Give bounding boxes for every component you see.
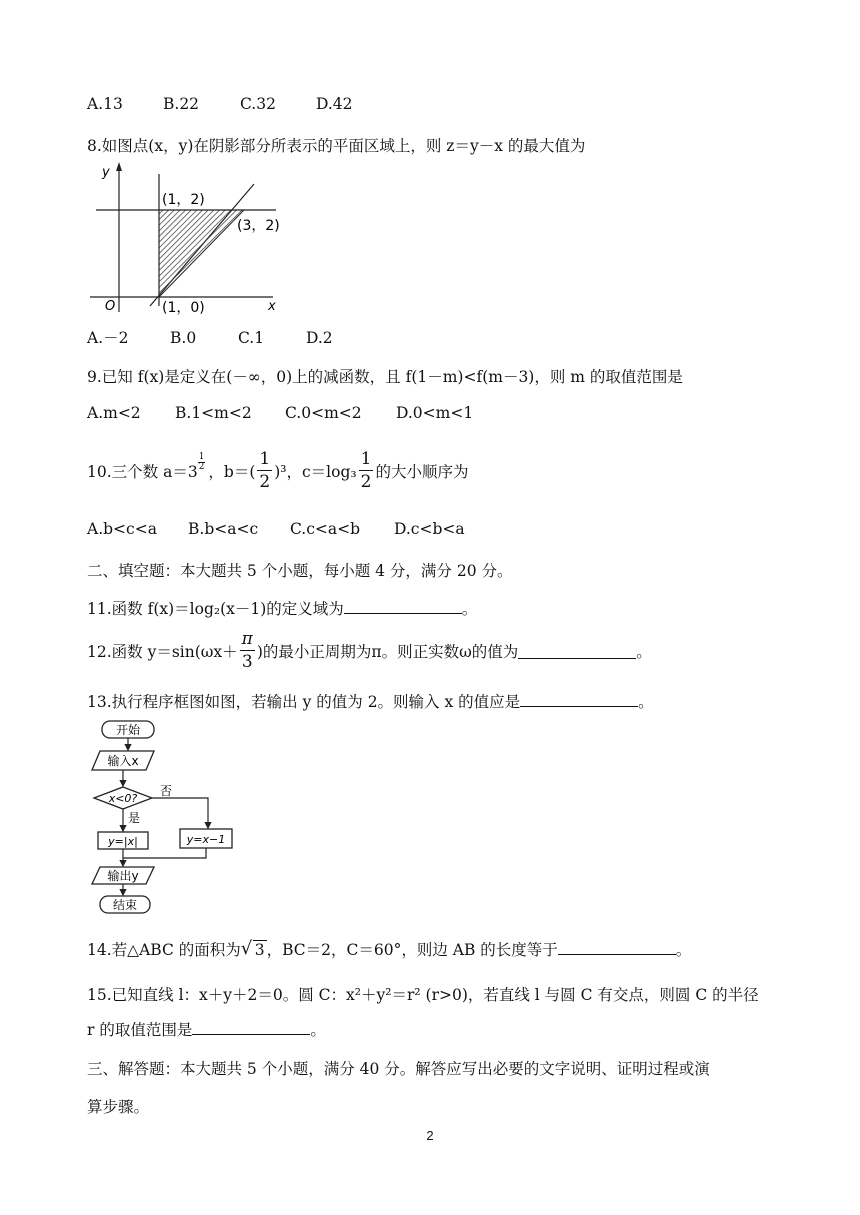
q8-option-a: A.－2 [87, 329, 129, 347]
q11-answer-blank[interactable] [344, 599, 462, 614]
q14-stem [87, 938, 691, 960]
q12-end: 。 [636, 643, 652, 661]
q12-stem [87, 626, 652, 676]
page-number: 2 [426, 1128, 434, 1143]
q8-option-d: D.2 [306, 329, 333, 347]
flow-yes-label: 是 [128, 811, 141, 825]
q13-stem [87, 690, 654, 712]
q8-options [87, 326, 333, 348]
q13-answer-blank[interactable] [520, 692, 638, 707]
q10-stem [87, 446, 468, 496]
q9-option-a: A.m<2 [87, 404, 141, 422]
q7-option-a: A.13 [87, 95, 123, 113]
q7-options [87, 95, 353, 113]
point-label-1-0: (1，0) [162, 300, 205, 316]
q9-option-d: D.0<m<1 [396, 404, 474, 422]
q10-exp-num: 1 [198, 451, 205, 462]
q14-post: ，BC＝2，C＝60°，则边 AB 的长度等于 [266, 941, 558, 959]
q15-answer-blank[interactable] [192, 1020, 310, 1035]
section-3-heading-line-1: 三、解答题：本大题共 5 个小题，满分 40 分。解答应写出必要的文字说明、证明过程或演 [87, 1060, 710, 1078]
q8-region-figure [88, 160, 303, 318]
q13-text: 13.执行程序框图如图，若输出 y 的值为 2。则输入 x 的值应是 [87, 693, 521, 711]
q8-stem: 8.如图点(x，y)在阴影部分所表示的平面区域上，则 z＝y－x 的最大值为 [87, 137, 586, 155]
q10-suffix: 的大小顺序为 [375, 463, 469, 481]
q12-pre: 12.函数 y＝sin(ωx＋ [87, 643, 238, 661]
q14-sqrt: √ 3 [240, 938, 265, 959]
q10-b-den: 2 [259, 472, 271, 492]
flow-no-label: 否 [160, 784, 173, 798]
q15-line-1: 15.已知直线 l：x＋y＋2＝0。圆 C：x²＋y²＝r² (r>0)，若直线 l 与圆 C 有交点，则圆 C 的半径 [87, 986, 759, 1004]
q11-stem [87, 597, 477, 619]
q9-option-c: C.0<m<2 [285, 404, 362, 422]
q8-option-b: B.0 [170, 329, 197, 347]
q12-den: 3 [241, 652, 253, 672]
q10-option-b: B.b<a<c [188, 520, 259, 538]
q10-c-num: 1 [360, 449, 372, 469]
q10-prefix: 10.三个数 a＝3 [87, 463, 198, 481]
q8-option-c: C.1 [238, 329, 265, 347]
q10-option-d: D.c<b<a [394, 520, 465, 538]
q14-pre: 14.若△ABC 的面积为 [87, 941, 241, 959]
flow-yes-box-label: y=|x| [108, 835, 138, 848]
q14-end: 。 [675, 941, 692, 959]
q15-text: r 的取值范围是 [87, 1021, 193, 1039]
flow-end-label: 结束 [112, 898, 138, 912]
q9-option-b: B.1<m<2 [175, 404, 252, 422]
q10-exp-den: 2 [198, 461, 205, 472]
x-axis-label: x [268, 299, 276, 314]
flow-input-label: 输入x [107, 754, 139, 768]
q12-fraction [240, 631, 255, 671]
flow-no-box-label: y=x−1 [186, 833, 226, 846]
q10-option-c: C.c<a<b [290, 520, 361, 538]
q11-text: 11.函数 f(x)＝log₂(x－1)的定义域为 [87, 600, 344, 618]
q12-post: )的最小正周期为π。则正实数ω的值为 [256, 643, 519, 661]
origin-label: O [105, 299, 116, 314]
flow-output-label: 输出y [107, 869, 139, 883]
q7-option-b: B.22 [163, 95, 200, 113]
point-label-3-2: (3，2) [237, 218, 280, 234]
q10-b-pre: ，b＝( [208, 463, 256, 481]
q10-options [87, 520, 465, 538]
flow-condition-label: x<0? [108, 792, 138, 805]
q10-b-post: )³，c＝log₃ [274, 463, 357, 481]
flow-start-label: 开始 [115, 723, 141, 737]
q14-answer-blank[interactable] [558, 940, 676, 955]
section-2-heading: 二、填空题：本大题共 5 个小题，每小题 4 分，满分 20 分。 [87, 562, 513, 580]
section-3-heading-line-2: 算步骤。 [87, 1098, 150, 1116]
q13-flowchart [90, 718, 240, 918]
q10-c-fraction [359, 451, 374, 491]
point-label-1-2: (1，2) [162, 192, 205, 208]
shaded-region [159, 210, 244, 297]
q12-answer-blank[interactable] [518, 644, 636, 659]
q10-option-a: A.b<c<a [87, 520, 157, 538]
q11-end: 。 [461, 600, 478, 618]
q14-radicand: 3 [254, 941, 265, 959]
q15-line-2 [87, 1018, 326, 1040]
y-axis-label: y [102, 165, 110, 180]
q10-c-den: 2 [360, 472, 372, 492]
q9-options [87, 404, 473, 422]
q10-b-num: 1 [259, 449, 271, 469]
q7-option-d: D.42 [316, 95, 353, 113]
q12-num: π [241, 629, 253, 649]
q15-end: 。 [310, 1021, 326, 1039]
q13-end: 。 [638, 693, 654, 711]
q10-exponent [198, 453, 206, 472]
q9-stem: 9.已知 f(x)是定义在(－∞，0)上的减函数，且 f(1－m)<f(m－3)，则 m 的取值范围是 [87, 368, 683, 386]
q10-b-fraction [257, 451, 272, 491]
q7-option-c: C.32 [240, 95, 276, 113]
